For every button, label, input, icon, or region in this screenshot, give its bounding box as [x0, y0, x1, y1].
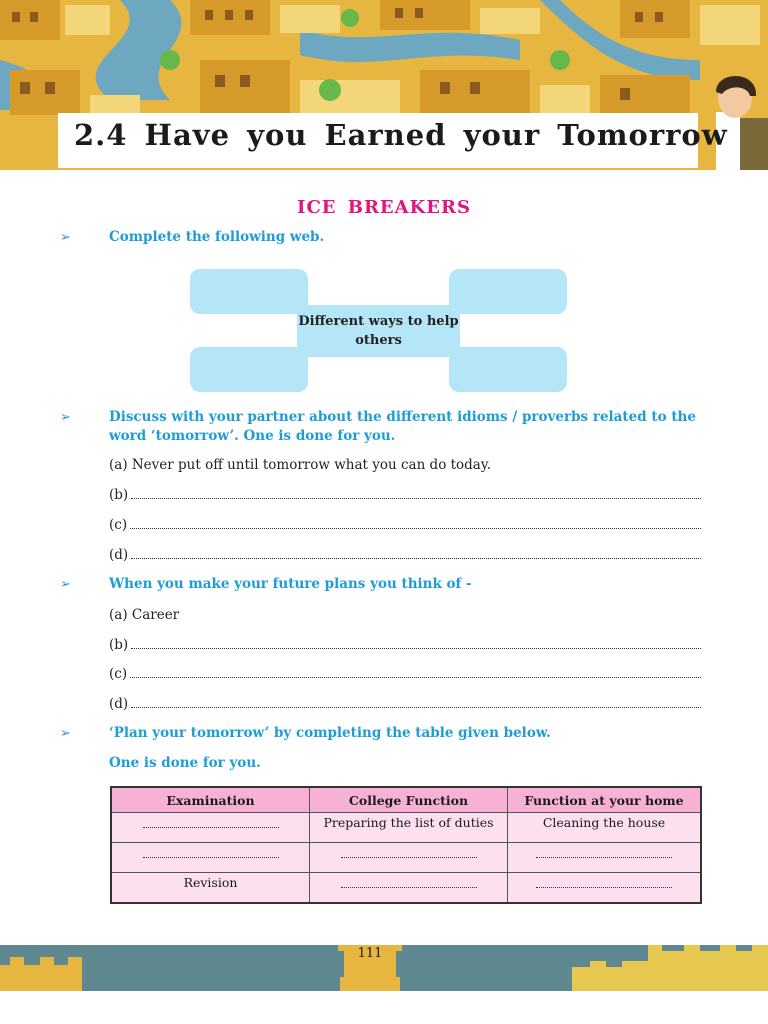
table-row — [111, 813, 701, 843]
bullet-arrow-icon: ➢ — [60, 410, 71, 425]
idiom-line-b[interactable] — [109, 487, 701, 503]
answer-blank[interactable] — [130, 666, 701, 678]
idiom-line-d[interactable] — [109, 547, 701, 563]
plan-line-a — [109, 607, 701, 623]
table-cell[interactable] — [508, 843, 702, 873]
idioms-instruction: Discuss with your partner about the different idioms / proverbs related to the word ‘tomorrow’. One is done for you. — [109, 409, 696, 444]
table-sub-instruction: One is done for you. — [109, 755, 261, 771]
answer-blank[interactable] — [536, 847, 672, 858]
plan-label: (c) — [109, 666, 128, 682]
idiom-label: (b) — [109, 487, 129, 503]
answer-blank[interactable] — [130, 517, 701, 529]
web-center-box — [297, 305, 460, 357]
table-cell[interactable] — [310, 873, 508, 904]
table-instruction: ‘Plan your tomorrow’ by completing the table given below. — [109, 725, 551, 741]
table-header-row — [111, 787, 701, 813]
plan-line-d[interactable] — [109, 696, 701, 712]
answer-blank[interactable] — [131, 696, 701, 708]
table-row — [111, 873, 701, 904]
table-cell[interactable] — [111, 843, 310, 873]
plan-line-b[interactable] — [109, 637, 701, 653]
bullet-arrow-icon: ➢ — [60, 577, 71, 592]
answer-blank[interactable] — [143, 847, 279, 858]
idiom-label: (d) — [109, 547, 129, 563]
idiom-label: (c) — [109, 517, 128, 533]
answer-blank[interactable] — [536, 877, 672, 888]
bullet-arrow-icon: ➢ — [60, 230, 71, 245]
section-heading: ICE BREAKERS — [297, 197, 471, 218]
plan-line-c[interactable] — [109, 666, 701, 682]
header-college-function: College Function — [310, 787, 508, 813]
table-cell: Cleaning the house — [508, 813, 702, 843]
header-banner — [0, 0, 768, 170]
table-cell[interactable] — [111, 813, 310, 843]
table-row — [111, 843, 701, 873]
web-box-top-left[interactable] — [190, 269, 308, 314]
answer-blank[interactable] — [131, 487, 701, 499]
idiom-line-c[interactable] — [109, 517, 701, 533]
web-center-label: Different ways to help others — [298, 314, 459, 348]
answer-blank[interactable] — [341, 847, 477, 858]
answer-blank[interactable] — [131, 547, 701, 559]
idiom-line-a — [109, 457, 701, 473]
page-title: 2.4 Have you Earned your Tomorrow — [74, 118, 728, 152]
header-home-function: Function at your home — [508, 787, 702, 813]
web-box-top-right[interactable] — [449, 269, 567, 314]
plan-label: (d) — [109, 696, 129, 712]
web-box-bottom-right[interactable] — [449, 347, 567, 392]
table-cell: Revision — [111, 873, 310, 904]
answer-blank[interactable] — [131, 637, 701, 649]
bullet-arrow-icon: ➢ — [60, 726, 71, 741]
plan-table — [110, 786, 702, 904]
web-instruction: Complete the following web. — [109, 229, 325, 245]
table-cell[interactable] — [310, 843, 508, 873]
page-number: 111 — [357, 946, 383, 961]
plan-label: (a) Career — [109, 607, 180, 623]
answer-blank[interactable] — [143, 817, 279, 828]
answer-blank[interactable] — [341, 877, 477, 888]
plan-label: (b) — [109, 637, 129, 653]
table-cell[interactable] — [508, 873, 702, 904]
plans-instruction: When you make your future plans you think of - — [109, 576, 472, 592]
web-box-bottom-left[interactable] — [190, 347, 308, 392]
header-examination: Examination — [111, 787, 310, 813]
table-cell: Preparing the list of duties — [310, 813, 508, 843]
idiom-label: (a) Never put off until tomorrow what you can do today. — [109, 457, 491, 473]
